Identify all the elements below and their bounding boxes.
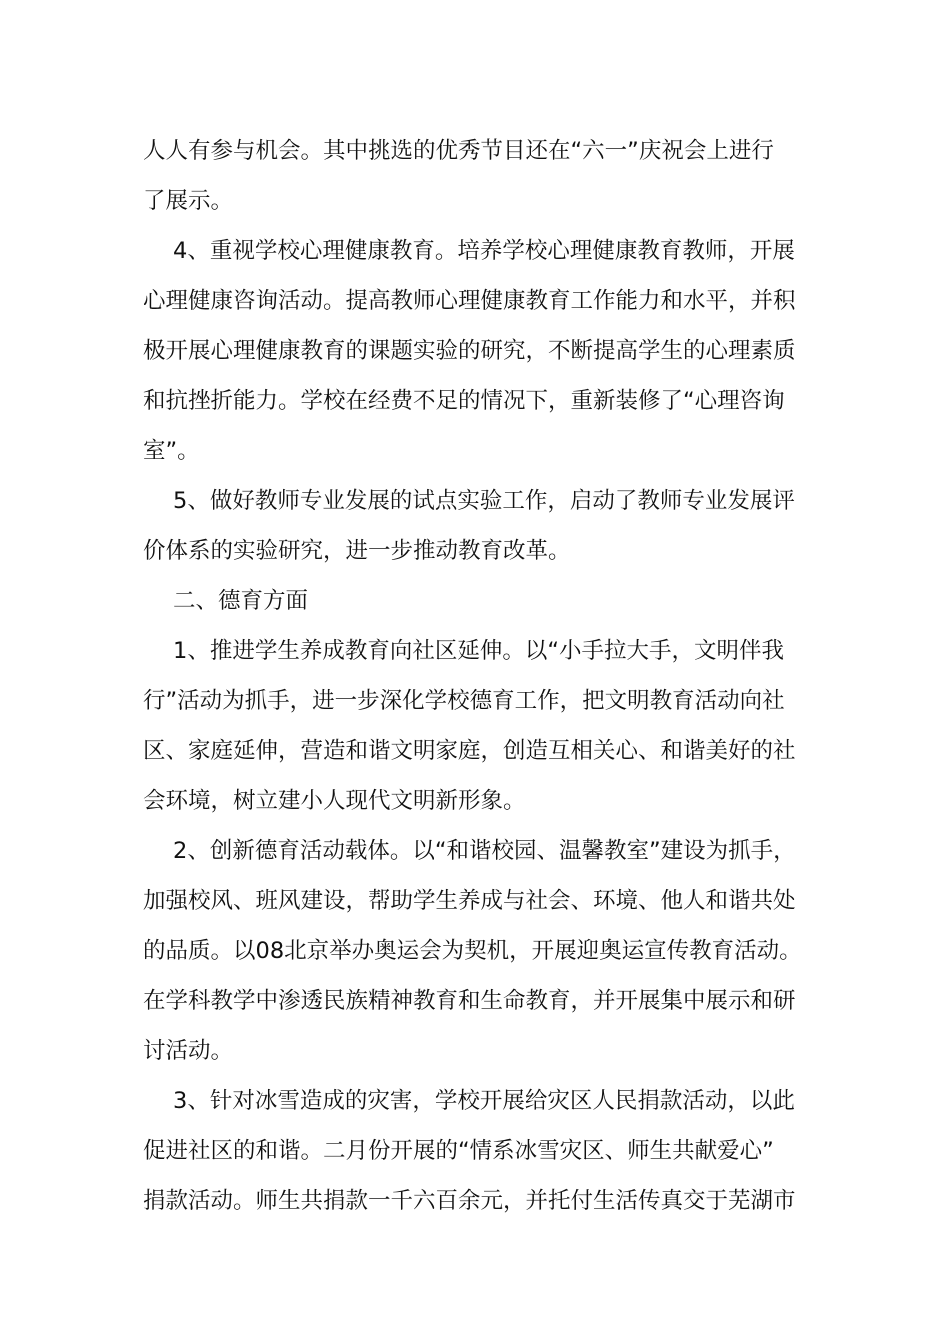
text-line: 促进社区的和谐。二月份开展的“情系冰雪灾区、师生共献爱心” <box>143 1138 774 1164</box>
text-line: 在学科教学中渗透民族精神教育和生命教育，并开展集中展示和研 <box>143 988 796 1014</box>
text-line: 的品质。以08北京举办奥运会为契机，开展迎奥运宣传教育活动。 <box>143 938 802 964</box>
section-heading: 二、德育方面 <box>173 588 309 614</box>
text-line: 室”。 <box>143 438 200 464</box>
text-line: 捐款活动。师生共捐款一千六百余元，并托付生活传真交于芜湖市 <box>143 1188 796 1214</box>
paragraph-heading-line: 1、推进学生养成教育向社区延伸。以“小手拉大手，文明伴我 <box>173 638 784 664</box>
document-body <box>143 126 808 1226</box>
text-line: 极开展心理健康教育的课题实验的研究，不断提高学生的心理素质 <box>143 338 796 364</box>
text-line: 和抗挫折能力。学校在经费不足的情况下，重新装修了“心理咨询 <box>143 388 785 414</box>
text-line: 价体系的实验研究，进一步推动教育改革。 <box>143 538 571 564</box>
text-line: 心理健康咨询活动。提高教师心理健康教育工作能力和水平，并积 <box>143 288 796 314</box>
text-line: 会环境，树立建小人现代文明新形象。 <box>143 788 526 814</box>
text-line: 讨活动。 <box>143 1038 234 1064</box>
text-line: 了展示。 <box>143 188 234 214</box>
text-line: 行”活动为抓手，进一步深化学校德育工作，把文明教育活动向社 <box>143 688 785 714</box>
text-line: 加强校风、班风建设，帮助学生养成与社会、环境、他人和谐共处 <box>143 888 796 914</box>
paragraph-heading-line: 4、重视学校心理健康教育。培养学校心理健康教育教师，开展 <box>173 238 795 264</box>
paragraph-heading-line: 3、针对冰雪造成的灾害，学校开展给灾区人民捐款活动，以此 <box>173 1088 795 1114</box>
paragraph-heading-line: 2、创新德育活动载体。以“和谐校园、温馨教室”建设为抓手， <box>173 838 796 864</box>
text-line: 人人有参与机会。其中挑选的优秀节目还在“六一”庆祝会上进行 <box>143 138 774 164</box>
paragraph-heading-line: 5、做好教师专业发展的试点实验工作，启动了教师专业发展评 <box>173 488 795 514</box>
text-line: 区、家庭延伸，营造和谐文明家庭，创造互相关心、和谐美好的社 <box>143 738 796 764</box>
